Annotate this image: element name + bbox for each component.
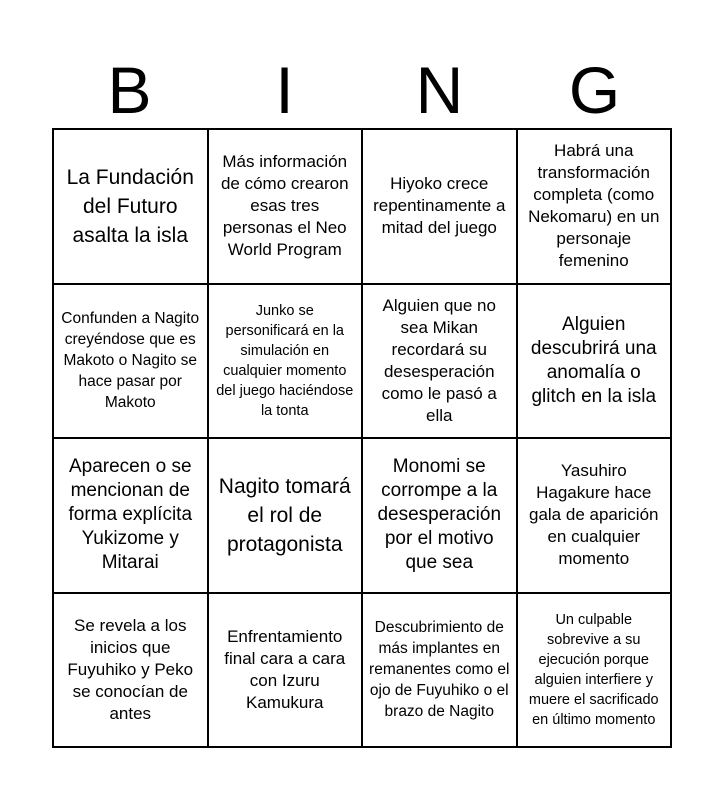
bingo-cell-r2c3[interactable]	[363, 285, 518, 440]
bingo-cell-r3c3[interactable]	[363, 439, 518, 594]
header-letter-n: N	[415, 53, 464, 127]
header-letter-g: G	[568, 53, 621, 127]
bingo-cell-r2c1[interactable]	[54, 285, 209, 440]
bingo-cell-text: La Fundación del Futuro asalta la isla	[66, 165, 194, 247]
bingo-cell-text: Descubrimiento de más implantes en remanentes como el ojo de Fuyuhiko o el brazo de Nagito	[369, 619, 510, 721]
bingo-cell-r4c4[interactable]	[518, 594, 673, 749]
bingo-cell-r3c4[interactable]	[518, 439, 673, 594]
bingo-cell-text: Monomi se corrompe a la desesperación por el motivo que sea	[377, 456, 502, 574]
bingo-cell-text: Más información de cómo crearon esas tres personas el Neo World Program	[220, 152, 349, 260]
bingo-cell-text: Enfrentamiento final cara a cara con Izuru Kamukura	[224, 626, 346, 712]
bingo-cell-r4c1[interactable]	[54, 594, 209, 749]
bingo-cell-text: Confunden a Nagito creyéndose que es Makoto o Nagito se hace pasar por Makoto	[61, 310, 200, 412]
bingo-cell-text: Junko se personificará en la simulación en cualquier momento del juego haciéndose la tonta	[216, 302, 354, 419]
bingo-cell-text: Habrá una transformación completa (como Nekomaru) en un personaje femenino	[528, 141, 660, 271]
bingo-cell-r1c4[interactable]	[518, 130, 673, 285]
bingo-cell-r2c4[interactable]	[518, 285, 673, 440]
header-letter-i: I	[275, 53, 294, 127]
bingo-cell-text: Yasuhiro Hagakure hace gala de aparición en cualquier momento	[529, 461, 659, 569]
bingo-card-grid	[52, 128, 672, 748]
bingo-cell-r1c2[interactable]	[209, 130, 364, 285]
bingo-cell-r2c2[interactable]	[209, 285, 364, 440]
bingo-cell-r1c1[interactable]	[54, 130, 209, 285]
bingo-cell-r4c3[interactable]	[363, 594, 518, 749]
bingo-cell-text: Aparecen o se mencionan de forma explícita Yukizome y Mitarai	[68, 456, 193, 574]
bingo-cell-text: Un culpable sobrevive a su ejecución porque alguien interfiere y muere el sacrificado en último momento	[528, 611, 659, 728]
bingo-cell-text: Hiyoko crece repentinamente a mitad del juego	[373, 174, 506, 238]
bingo-header	[52, 52, 672, 128]
bingo-cell-r1c3[interactable]	[363, 130, 518, 285]
bingo-cell-text: Alguien descubrirá una anomalía o glitch en la isla	[530, 313, 657, 407]
bingo-cell-r3c2[interactable]	[209, 439, 364, 594]
bingo-cell-r3c1[interactable]	[54, 439, 209, 594]
bingo-cell-text: Alguien que no sea Mikan recordará su desesperación como le pasó a ella	[381, 295, 497, 425]
bingo-cell-r4c2[interactable]	[209, 594, 364, 749]
bingo-cell-text: Se revela a los inicios que Fuyuhiko y Peko se conocían de antes	[67, 615, 194, 723]
header-letter-b: B	[107, 53, 152, 127]
bingo-cell-text: Nagito tomará el rol de protagonista	[218, 474, 351, 556]
